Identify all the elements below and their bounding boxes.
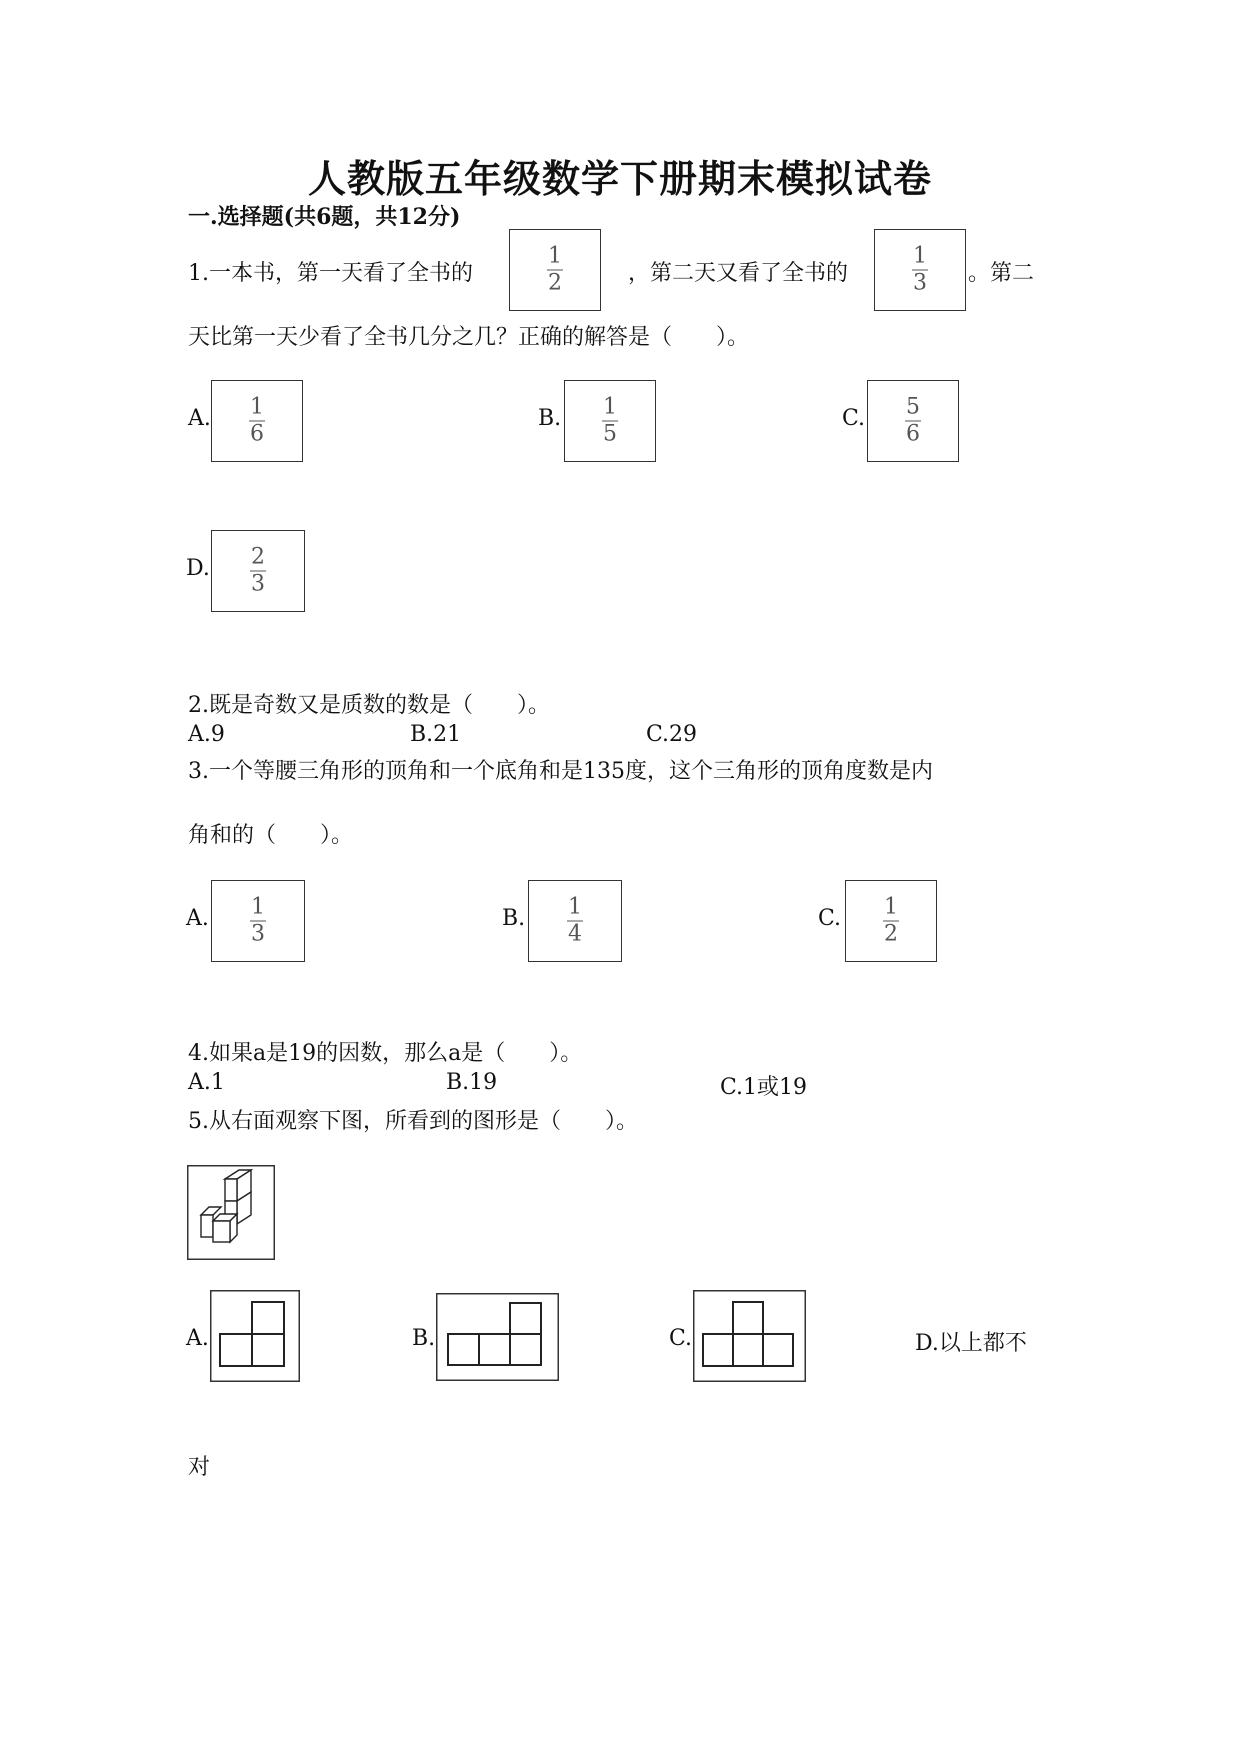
q3-text-line2: 角和的（ ）。: [188, 823, 354, 848]
fraction-denominator: 4: [568, 921, 582, 947]
q5-option-d-label[interactable]: D.以上都不: [915, 1331, 1027, 1356]
q4-option-c[interactable]: C.1或19: [720, 1075, 808, 1100]
q1-text-part1: 1.一本书，第一天看了全书的: [188, 261, 473, 286]
q5-option-a-label[interactable]: A.: [186, 1326, 209, 1351]
q1-option-b-label[interactable]: B.: [538, 406, 562, 431]
q5-text: 5.从右面观察下图，所看到的图形是（ ）。: [188, 1109, 638, 1134]
q3-option-b-label[interactable]: B.: [502, 906, 526, 931]
fraction-numerator: 1: [250, 394, 264, 420]
page-title: 人教版五年级数学下册期末模拟试卷: [307, 156, 932, 201]
q1-option-b-box[interactable]: [564, 380, 656, 462]
q2-option-a[interactable]: A.9: [188, 722, 225, 747]
q4-text: 4.如果a是19的因数，那么a是（ ）。: [188, 1041, 583, 1066]
fraction-denominator: 3: [913, 270, 927, 296]
q1-option-a-box[interactable]: [211, 380, 303, 462]
fraction-numerator: 1: [568, 894, 582, 920]
q1-option-c-box[interactable]: [867, 380, 959, 462]
q2-text: 2.既是奇数又是质数的数是（ ）。: [188, 693, 550, 718]
q5-option-c-label[interactable]: C.: [669, 1326, 693, 1351]
fraction-denominator: 6: [906, 421, 920, 447]
q1-fraction-box-2: [874, 229, 966, 311]
fraction-numerator: 1: [603, 394, 617, 420]
q1-text-part3: 。第二: [968, 261, 1035, 286]
fraction-numerator: 1: [913, 243, 927, 269]
section-heading: 一.选择题(共6题，共12分): [188, 204, 461, 230]
q3-option-a-box[interactable]: [211, 880, 305, 962]
cube-stack-figure: [187, 1165, 275, 1260]
q1-option-a-label[interactable]: A.: [188, 406, 211, 431]
q4-option-b[interactable]: B.19: [446, 1070, 498, 1095]
fraction-numerator: 1: [884, 894, 898, 920]
q2-option-c[interactable]: C.29: [646, 722, 698, 747]
q3-option-a-label[interactable]: A.: [186, 906, 209, 931]
fraction-denominator: 3: [251, 571, 265, 597]
q1-option-c-label[interactable]: C.: [842, 406, 866, 431]
q5-option-b-figure[interactable]: [436, 1293, 559, 1381]
q3-option-b-box[interactable]: [528, 880, 622, 962]
fraction-denominator: 6: [250, 421, 264, 447]
q4-option-a[interactable]: A.1: [188, 1070, 225, 1095]
fraction-denominator: 5: [603, 421, 617, 447]
q1-option-d-label[interactable]: D.: [186, 556, 210, 581]
q3-text-line1: 3.一个等腰三角形的顶角和一个底角和是135度，这个三角形的顶角度数是内: [188, 759, 933, 784]
q1-option-d-box[interactable]: [211, 530, 305, 612]
fraction-numerator: 2: [251, 544, 265, 570]
fraction-numerator: 5: [906, 394, 920, 420]
q5-option-b-label[interactable]: B.: [412, 1326, 436, 1351]
fraction-numerator: 1: [251, 894, 265, 920]
q1-fraction-box-1: [509, 229, 601, 311]
q5-option-c-figure[interactable]: [693, 1290, 806, 1382]
q2-option-b[interactable]: B.21: [410, 722, 462, 747]
q3-option-c-box[interactable]: [845, 880, 937, 962]
fraction-numerator: 1: [548, 243, 562, 269]
q1-text-part2: ，第二天又看了全书的: [628, 261, 849, 286]
fraction-denominator: 2: [884, 921, 898, 947]
q3-option-c-label[interactable]: C.: [818, 906, 842, 931]
q1-text-line2: 天比第一天少看了全书几分之几？正确的解答是（ ）。: [188, 325, 750, 350]
q5-option-a-figure[interactable]: [210, 1290, 300, 1382]
q5-option-d-wrap: 对: [188, 1455, 211, 1480]
fraction-denominator: 2: [548, 270, 562, 296]
fraction-denominator: 3: [251, 921, 265, 947]
